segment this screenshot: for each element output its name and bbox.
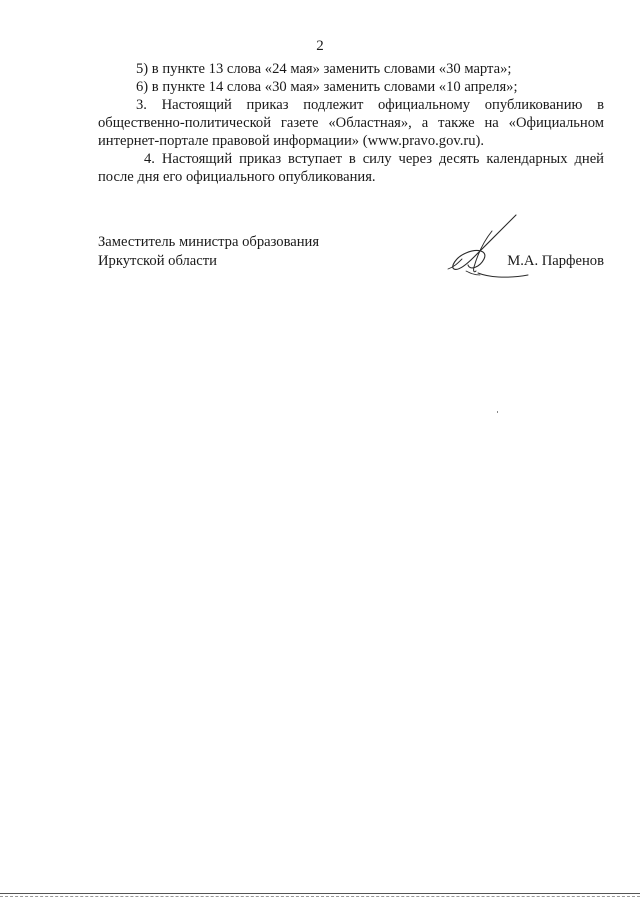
scan-artifact	[497, 411, 498, 413]
signature-block	[98, 233, 604, 303]
signer-position-line-2: Иркутской области	[98, 253, 217, 269]
document-body	[98, 60, 604, 186]
scan-bottom-edge-2	[0, 896, 640, 898]
item-5-text: 5) в пункте 13 слова «24 мая» заменить словами «30 марта»;	[136, 61, 512, 77]
page-number: 2	[316, 38, 324, 54]
signer-position-line-1: Заместитель министра образования	[98, 234, 320, 250]
paragraph-4-line-2: после дня его официального опубликования.	[98, 169, 376, 185]
scan-bottom-edge	[0, 893, 640, 894]
signer-name: М.А. Парфенов	[507, 253, 604, 269]
paragraph-3-line-2: общественно-политической газете «Областная», а также на «Официальном	[98, 115, 604, 131]
paragraph-3-line-1: 3. Настоящий приказ подлежит официальному опубликованию в	[136, 97, 604, 113]
item-6-text: 6) в пункте 14 слова «30 мая» заменить словами «10 апреля»;	[136, 79, 518, 95]
paragraph-3-line-3: интернет-портале правовой информации» (www.pravo.gov.ru).	[98, 133, 485, 149]
paragraph-4-line-1: 4. Настоящий приказ вступает в силу через десять календарных дней	[144, 151, 604, 167]
